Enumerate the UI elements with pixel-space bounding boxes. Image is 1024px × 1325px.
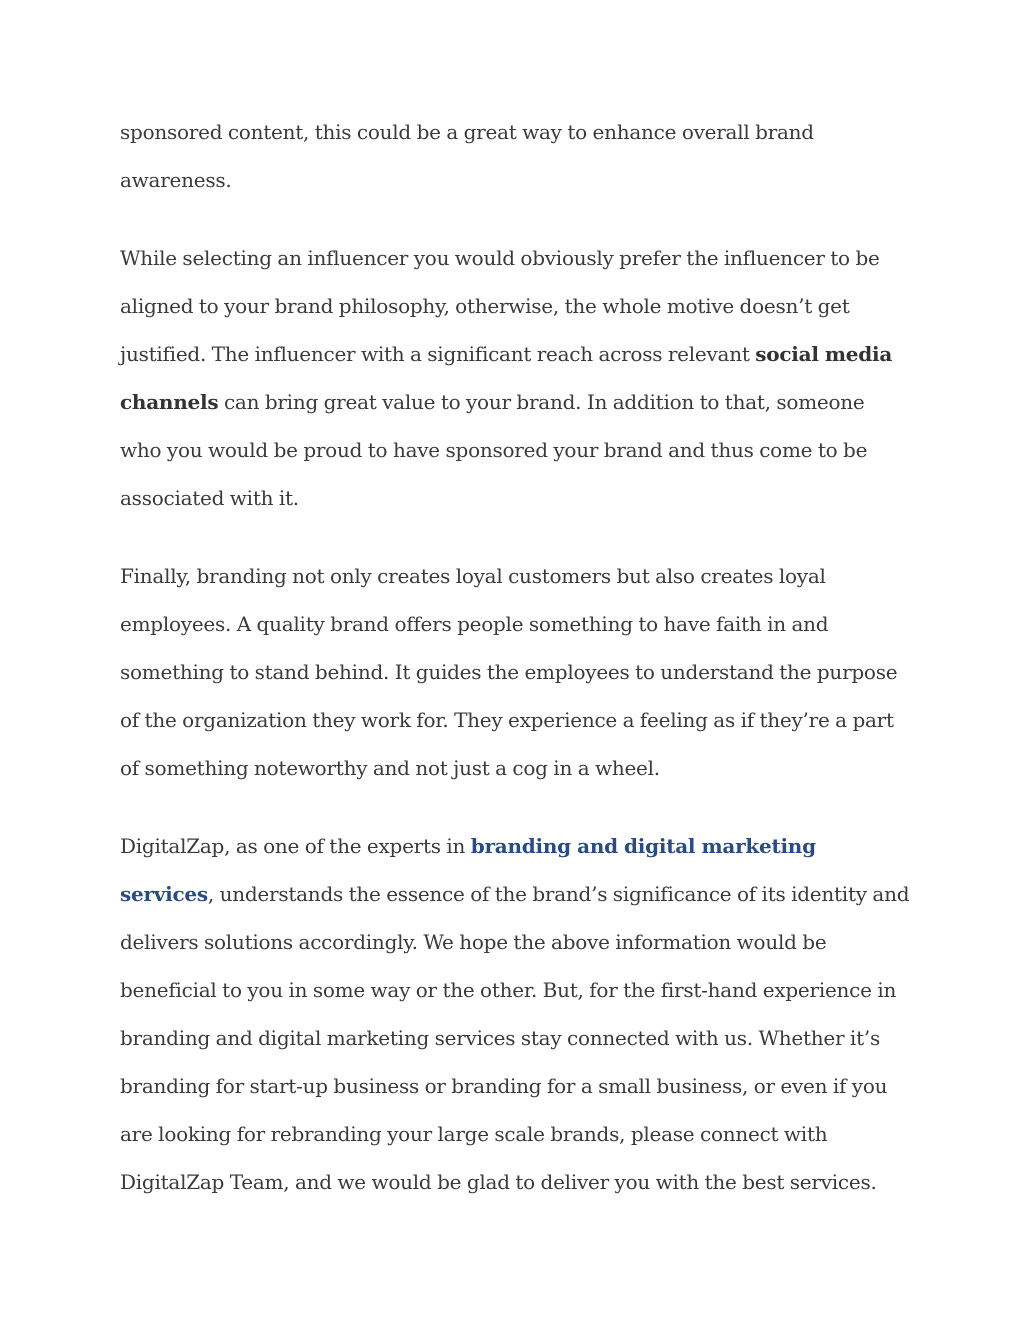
paragraph-text: While selecting an influencer you would obviously prefer the influencer to be aligned to your brand philosophy, otherwise, the whole motive doesn’t get justified. The influencer with a significant reach across relevant xyxy=(120,246,880,366)
paragraph-influencer xyxy=(120,234,910,522)
paragraph-text: DigitalZap, as one of the experts in xyxy=(120,834,471,858)
branding-services-link[interactable]: branding and digital marketing services xyxy=(120,834,816,906)
paragraph-loyal-employees xyxy=(120,552,910,792)
paragraph-text: can bring great value to your brand. In addition to that, someone who you would be proud to have sponsored your brand and thus come to be associated with it. xyxy=(120,390,868,510)
bold-phrase-social-media-channels: social media channels xyxy=(120,342,893,414)
paragraph-text: Finally, branding not only creates loyal customers but also creates loyal employees. A quality brand offers people something to have faith in and something to stand behind. It guides the employees to understand the purpose of the organization they work for. They experience a feeling as if they’re a part of something noteworthy and not just a cog in a wheel. xyxy=(120,564,898,780)
paragraph-text: sponsored content, this could be a great way to enhance overall brand awareness. xyxy=(120,120,814,192)
paragraph-text: , understands the essence of the brand’s significance of its identity and delivers solutions accordingly. We hope the above information would be beneficial to you in some way or the other. But, for the first-hand experience in branding and digital marketing services stay connected with us. Whether it’s branding for start-up business or branding for a small business, or even if you are looking for rebranding your large scale brands, please connect with DigitalZap Team, and we would be glad to deliver you with the best services. xyxy=(120,882,910,1194)
paragraph-sponsored-content xyxy=(120,108,910,204)
paragraph-digitalzap xyxy=(120,822,910,1206)
document-body xyxy=(120,108,910,1236)
